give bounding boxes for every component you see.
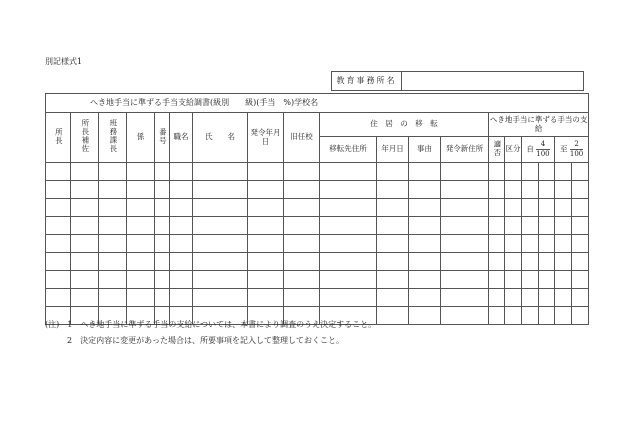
table-cell[interactable]: [170, 253, 193, 271]
table-cell[interactable]: [155, 217, 170, 235]
header-job-title: 職名: [170, 113, 193, 163]
table-row: [46, 271, 589, 289]
table-cell[interactable]: [522, 199, 539, 217]
table-cell[interactable]: [248, 271, 284, 289]
table-cell[interactable]: [377, 235, 409, 253]
header-range-a: [522, 137, 555, 163]
table-cell[interactable]: [127, 163, 155, 181]
table-cell[interactable]: [572, 235, 589, 253]
table-cell[interactable]: [572, 217, 589, 235]
table-cell[interactable]: [555, 307, 572, 325]
table-cell[interactable]: [127, 217, 155, 235]
header-head: 班務課長: [99, 113, 127, 163]
table-cell[interactable]: [127, 253, 155, 271]
table-cell[interactable]: [127, 271, 155, 289]
table-cell[interactable]: [555, 253, 572, 271]
header-ymd: 年月日: [377, 137, 409, 163]
table-cell[interactable]: [46, 253, 71, 271]
table-cell[interactable]: [99, 199, 127, 217]
table-cell[interactable]: [170, 181, 193, 199]
table-cell[interactable]: [46, 289, 71, 307]
table-cell[interactable]: [522, 307, 539, 325]
header-old-school: 旧任校: [284, 113, 320, 163]
table-cell[interactable]: [248, 253, 284, 271]
table-cell[interactable]: [46, 163, 71, 181]
table-cell[interactable]: [193, 181, 248, 199]
table-cell[interactable]: [155, 163, 170, 181]
table-cell[interactable]: [441, 235, 489, 253]
table-cell[interactable]: [539, 217, 555, 235]
table-cell[interactable]: [409, 163, 441, 181]
table-cell[interactable]: [489, 271, 505, 289]
table-cell[interactable]: [99, 181, 127, 199]
table-cell[interactable]: [505, 289, 522, 307]
table-cell[interactable]: [46, 181, 71, 199]
header-number: 番号: [155, 113, 170, 163]
table-cell[interactable]: [170, 271, 193, 289]
table-cell[interactable]: [320, 163, 377, 181]
table-cell[interactable]: [522, 217, 539, 235]
table-cell[interactable]: [505, 307, 522, 325]
table-cell[interactable]: [441, 307, 489, 325]
table-cell[interactable]: [555, 271, 572, 289]
table-cell[interactable]: [409, 217, 441, 235]
table-cell[interactable]: [572, 307, 589, 325]
fraction-a: $\frac{4}{100}$: [536, 140, 550, 158]
table-cell[interactable]: [248, 199, 284, 217]
header-section: 係: [127, 113, 155, 163]
table-cell[interactable]: [320, 217, 377, 235]
table-cell[interactable]: [71, 163, 99, 181]
table-cell[interactable]: [377, 271, 409, 289]
table-cell[interactable]: [99, 271, 127, 289]
table-cell[interactable]: [46, 199, 71, 217]
table-cell[interactable]: [99, 217, 127, 235]
table-cell[interactable]: [539, 235, 555, 253]
table-cell[interactable]: [505, 235, 522, 253]
table-cell[interactable]: [193, 271, 248, 289]
table-cell[interactable]: [99, 289, 127, 307]
table-row: [46, 253, 589, 271]
header-reason: 事由: [409, 137, 441, 163]
table-cell[interactable]: [572, 253, 589, 271]
table-title: へき地手当に準ずる手当支給調書(級別 級)(手当 %)学校名: [46, 94, 589, 113]
table-cell[interactable]: [441, 217, 489, 235]
table-cell[interactable]: [46, 271, 71, 289]
table-cell[interactable]: [539, 289, 555, 307]
table-row: [46, 181, 589, 199]
table-cell[interactable]: [441, 199, 489, 217]
table-cell[interactable]: [127, 181, 155, 199]
table-cell[interactable]: [99, 253, 127, 271]
table-cell[interactable]: [441, 253, 489, 271]
table-cell[interactable]: [170, 217, 193, 235]
table-cell[interactable]: [377, 217, 409, 235]
header-vice: 所長補佐: [71, 113, 99, 163]
table-cell[interactable]: [505, 253, 522, 271]
table-cell[interactable]: [127, 289, 155, 307]
table-cell[interactable]: [193, 163, 248, 181]
header-principal: 所長: [46, 113, 71, 163]
table-cell[interactable]: [409, 181, 441, 199]
table-cell[interactable]: [155, 235, 170, 253]
table-cell[interactable]: [489, 217, 505, 235]
table-cell[interactable]: [441, 163, 489, 181]
table-cell[interactable]: [284, 235, 320, 253]
table-cell[interactable]: [489, 163, 505, 181]
note-1: (注) 1 へき地手当に準ずる手当の支給については、本書により調査のうえ決定すること。: [45, 320, 377, 329]
header-new-address: 発令新住所: [441, 137, 489, 163]
table-cell[interactable]: [155, 199, 170, 217]
table-cell[interactable]: [522, 271, 539, 289]
note-2: 2 決定内容に変更があった場合は、所要事項を記入して整理しておくこと。: [67, 336, 345, 345]
table-cell[interactable]: [71, 289, 99, 307]
table-cell[interactable]: [555, 163, 572, 181]
table-cell[interactable]: [320, 271, 377, 289]
table-cell[interactable]: [248, 289, 284, 307]
table-cell[interactable]: [284, 271, 320, 289]
table-cell[interactable]: [522, 235, 539, 253]
header-order-date: 発令年月日: [248, 113, 284, 163]
table-cell[interactable]: [409, 289, 441, 307]
table-cell[interactable]: [71, 217, 99, 235]
table-cell[interactable]: [441, 271, 489, 289]
table-cell[interactable]: [377, 163, 409, 181]
table-cell[interactable]: [409, 307, 441, 325]
table-cell[interactable]: [489, 289, 505, 307]
table-cell[interactable]: [489, 199, 505, 217]
table-cell[interactable]: [71, 253, 99, 271]
table-cell[interactable]: [127, 199, 155, 217]
table-cell[interactable]: [572, 163, 589, 181]
table-cell[interactable]: [505, 217, 522, 235]
table-cell[interactable]: [284, 199, 320, 217]
table-cell[interactable]: [409, 253, 441, 271]
table-cell[interactable]: [572, 271, 589, 289]
table-cell[interactable]: [99, 163, 127, 181]
table-cell[interactable]: [555, 235, 572, 253]
table-cell[interactable]: [170, 163, 193, 181]
table-cell[interactable]: [320, 199, 377, 217]
table-cell[interactable]: [284, 181, 320, 199]
form-label: 別記様式1: [45, 57, 83, 66]
table-cell[interactable]: [377, 199, 409, 217]
table-cell[interactable]: [320, 253, 377, 271]
table-cell[interactable]: [320, 289, 377, 307]
table-cell[interactable]: [284, 289, 320, 307]
table-cell[interactable]: [284, 163, 320, 181]
table-cell[interactable]: [441, 181, 489, 199]
table-cell[interactable]: [522, 253, 539, 271]
table-cell[interactable]: [522, 181, 539, 199]
table-cell[interactable]: [46, 217, 71, 235]
table-cell[interactable]: [155, 181, 170, 199]
table-row: [46, 163, 589, 181]
table-cell[interactable]: [377, 307, 409, 325]
header-transfer-group: 住 居 の 移 転: [320, 113, 489, 137]
table-cell[interactable]: [505, 181, 522, 199]
table-cell[interactable]: [505, 163, 522, 181]
table-cell[interactable]: [99, 235, 127, 253]
table-cell[interactable]: [489, 181, 505, 199]
table-cell[interactable]: [71, 199, 99, 217]
table-cell[interactable]: [555, 289, 572, 307]
table-cell[interactable]: [409, 199, 441, 217]
table-cell[interactable]: [489, 307, 505, 325]
table-cell[interactable]: [489, 253, 505, 271]
notes: [45, 317, 376, 349]
header-name: 氏 名: [193, 113, 248, 163]
table-cell[interactable]: [248, 217, 284, 235]
table-cell[interactable]: [193, 217, 248, 235]
table-cell[interactable]: [284, 217, 320, 235]
table-cell[interactable]: [170, 199, 193, 217]
header-applicable: 適否: [489, 137, 505, 163]
table-cell[interactable]: [193, 289, 248, 307]
allowance-ledger-table: [45, 93, 589, 325]
table-cell[interactable]: [539, 181, 555, 199]
fraction-b: $\frac{2}{100}$: [569, 140, 584, 158]
table-cell[interactable]: [409, 235, 441, 253]
table-row: [46, 199, 589, 217]
from-label: 自: [526, 144, 534, 154]
header-allowance-group: へき地手当に準ずる手当の支給: [489, 113, 589, 137]
table-cell[interactable]: [155, 271, 170, 289]
table-cell[interactable]: [539, 199, 555, 217]
table-cell[interactable]: [71, 181, 99, 199]
table-cell[interactable]: [170, 289, 193, 307]
table-cell[interactable]: [377, 253, 409, 271]
header-category: 区分: [505, 137, 522, 163]
table-cell[interactable]: [441, 289, 489, 307]
table-cell[interactable]: [377, 181, 409, 199]
table-cell[interactable]: [555, 199, 572, 217]
table-cell[interactable]: [555, 181, 572, 199]
table-cell[interactable]: [489, 235, 505, 253]
table-cell[interactable]: [46, 235, 71, 253]
header-range-b: [555, 137, 589, 163]
table-cell[interactable]: [193, 199, 248, 217]
table-cell[interactable]: [505, 199, 522, 217]
ledger-body: [46, 163, 589, 325]
table-row: [46, 235, 589, 253]
table-cell[interactable]: [320, 235, 377, 253]
table-cell[interactable]: [522, 289, 539, 307]
table-cell[interactable]: [284, 253, 320, 271]
table-cell[interactable]: [155, 253, 170, 271]
table-cell[interactable]: [555, 217, 572, 235]
table-row: [46, 289, 589, 307]
table-cell[interactable]: [155, 289, 170, 307]
table-cell[interactable]: [572, 199, 589, 217]
table-cell[interactable]: [539, 271, 555, 289]
table-cell[interactable]: [248, 181, 284, 199]
to-label: 至: [560, 144, 568, 154]
header-prev-address: 移転先住所: [320, 137, 377, 163]
table-cell[interactable]: [377, 289, 409, 307]
table-cell[interactable]: [539, 253, 555, 271]
table-cell[interactable]: [409, 271, 441, 289]
table-cell[interactable]: [127, 235, 155, 253]
table-cell[interactable]: [572, 181, 589, 199]
table-cell[interactable]: [193, 253, 248, 271]
table-row: [46, 217, 589, 235]
table-cell[interactable]: [193, 235, 248, 253]
table-cell[interactable]: [505, 271, 522, 289]
table-cell[interactable]: [522, 163, 539, 181]
table-cell[interactable]: [539, 307, 555, 325]
table-cell[interactable]: [572, 289, 589, 307]
table-cell[interactable]: [71, 271, 99, 289]
table-cell[interactable]: [248, 235, 284, 253]
office-name-box: [331, 71, 584, 91]
table-cell[interactable]: [320, 181, 377, 199]
table-cell[interactable]: [248, 163, 284, 181]
office-name-label: 教育事務所名: [332, 72, 402, 90]
table-cell[interactable]: [170, 235, 193, 253]
table-cell[interactable]: [539, 163, 555, 181]
table-cell[interactable]: [71, 235, 99, 253]
